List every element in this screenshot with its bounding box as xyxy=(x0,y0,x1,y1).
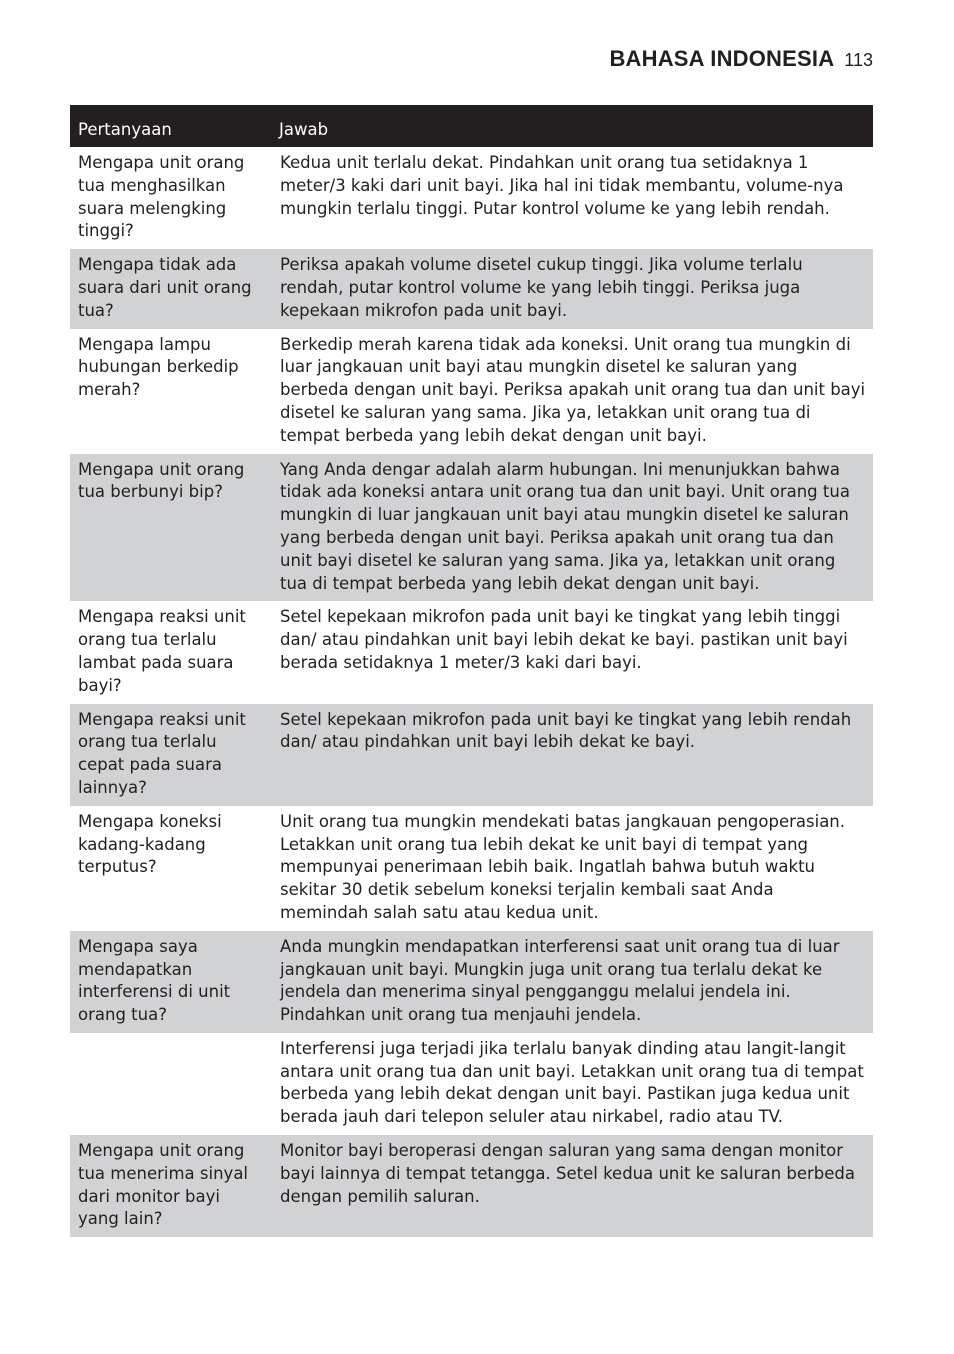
question-cell: Mengapa unit orang tua menerima sinyal dari monitor bayi yang lain? xyxy=(70,1135,271,1237)
column-header-answer: Jawab xyxy=(279,119,329,139)
answer-cell: Yang Anda dengar adalah alarm hubungan. Ini menunjukkan bahwa tidak ada koneksi antara unit orang tua dan unit bayi. Unit orang tua mungkin di luar jangkauan unit bayi atau mungkin disetel ke saluran yang berbeda dengan unit bayi. Periksa apakah unit orang tua dan unit bayi disetel ke saluran yang sama. Jika ya, letakkan unit orang tua di tempat berbeda yang lebih dekat dengan unit bayi. xyxy=(271,454,873,602)
faq-table xyxy=(70,105,873,1237)
table-row xyxy=(70,806,873,931)
question-cell: Mengapa reaksi unit orang tua terlalu cepat pada suara lainnya? xyxy=(70,704,271,806)
answer-cell: Interferensi juga terjadi jika terlalu banyak dinding atau langit-langit antara unit orang tua dan unit bayi. Letakkan unit orang tua di tempat berbeda yang lebih dekat dengan unit bayi. Pastikan juga kedua unit berada jauh dari telepon seluler atau nirkabel, radio atau TV. xyxy=(280,1038,864,1127)
table-row xyxy=(70,601,873,703)
answer-cell: Setel kepekaan mikrofon pada unit bayi ke tingkat yang lebih rendah dan/ atau pindahkan unit bayi lebih dekat ke bayi. xyxy=(271,704,873,806)
page-header xyxy=(609,46,873,72)
answer-cell: Unit orang tua mungkin mendekati batas jangkauan pengoperasian. Letakkan unit orang tua lebih dekat ke unit bayi di tempat yang mempunyai penerimaan lebih baik. Ingatlah bahwa butuh waktu sekitar 30 detik sebelum koneksi terjalin kembali saat Anda memindah salah satu atau kedua unit. xyxy=(280,811,846,922)
table-row xyxy=(70,1135,873,1237)
table-row xyxy=(70,454,873,602)
answer-cell: Anda mungkin mendapatkan interferensi saat unit orang tua di luar jangkauan unit bayi. Mungkin juga unit orang tua terlalu dekat ke jendela dan menerima sinyal pengganggu melalui jendela ini. Pindahkan unit orang tua menjauhi jendela. xyxy=(271,931,873,1033)
table-row xyxy=(70,704,873,806)
table-row xyxy=(70,931,873,1033)
question-cell: Mengapa unit orang tua berbunyi bip? xyxy=(70,454,271,602)
answer-cell: Setel kepekaan mikrofon pada unit bayi ke tingkat yang lebih tinggi dan/ atau pindahkan unit bayi lebih dekat ke bayi. pastikan unit bayi berada setidaknya 1 meter/3 kaki dari bayi. xyxy=(280,607,848,672)
table-row xyxy=(70,1033,873,1135)
question-cell: Mengapa koneksi kadang-kadang terputus? xyxy=(78,811,222,877)
answer-cell: Berkedip merah karena tidak ada koneksi. Unit orang tua mungkin di luar jangkauan unit bayi atau mungkin disetel ke saluran yang berbeda dengan unit bayi. Periksa apakah unit orang tua dan unit bayi disetel ke saluran yang sama. Jika ya, letakkan unit orang tua di tempat berbeda yang lebih dekat dengan unit bayi. xyxy=(280,334,866,445)
table-header-row xyxy=(70,105,873,147)
answer-cell: Periksa apakah volume disetel cukup tinggi. Jika volume terlalu rendah, putar kontrol volume ke yang lebih tinggi. Periksa juga kepekaan mikrofon pada unit bayi. xyxy=(271,249,873,328)
section-title: BAHASA INDONESIA xyxy=(609,46,835,71)
question-cell: Mengapa tidak ada suara dari unit orang tua? xyxy=(70,249,271,328)
question-cell: Mengapa lampu hubungan berkedip merah? xyxy=(78,334,239,400)
answer-cell: Kedua unit terlalu dekat. Pindahkan unit orang tua setidaknya 1 meter/3 kaki dari unit bayi. Jika hal ini tidak membantu, volume-nya mungkin terlalu tinggi. Putar kontrol volume ke yang lebih rendah. xyxy=(280,153,844,218)
table-row xyxy=(70,329,873,454)
question-cell: Mengapa unit orang tua menghasilkan suara melengking tinggi? xyxy=(78,153,245,241)
column-header-question: Pertanyaan xyxy=(78,119,172,139)
question-cell xyxy=(70,1033,271,1135)
table-row xyxy=(70,249,873,328)
page-number: 113 xyxy=(844,50,873,70)
question-cell: Mengapa saya mendapatkan interferensi di unit orang tua? xyxy=(70,931,271,1033)
answer-cell: Monitor bayi beroperasi dengan saluran yang sama dengan monitor bayi lainnya di tempat tetangga. Setel kedua unit ke saluran berbeda dengan pemilih saluran. xyxy=(271,1135,873,1237)
table-row xyxy=(70,147,873,249)
question-cell: Mengapa reaksi unit orang tua terlalu lambat pada suara bayi? xyxy=(78,607,246,695)
